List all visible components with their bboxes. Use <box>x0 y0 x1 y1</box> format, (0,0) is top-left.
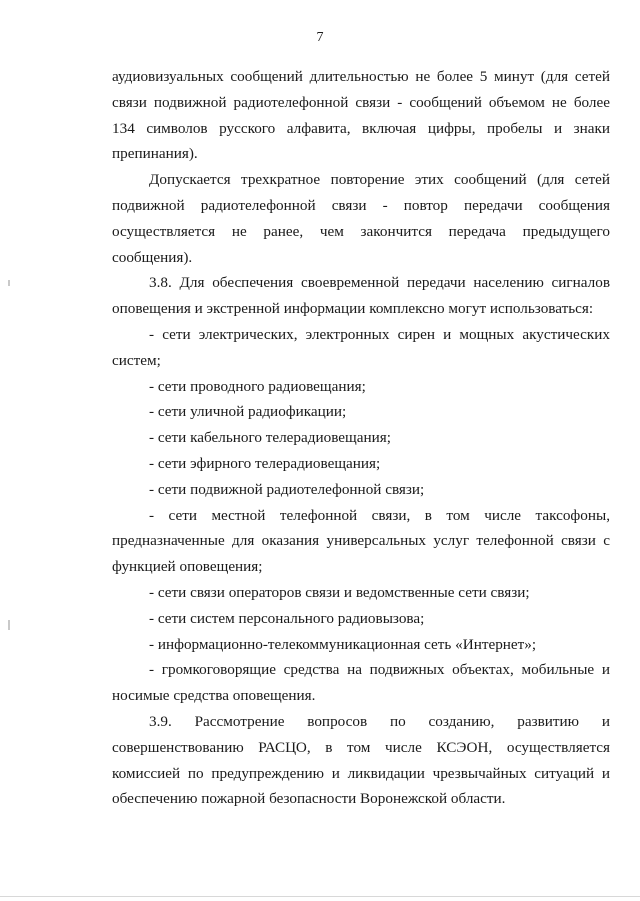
list-item-loudspeakers: - громкоговорящие средства на подвижных объектах, мобильные и носимые средства оповещения. <box>112 661 610 705</box>
list-item-paging: - сети систем персонального радиовызова; <box>149 609 425 627</box>
paragraph-message-duration: аудиовизуальных сообщений длительностью не более 5 минут (для сетей связи подвижной радиотелефонной связи - сообщений объемом не более 134 символов русского алфавита, включая цифры, пробелы и знаки препинания). <box>112 68 610 163</box>
list-item-wired-radio: - сети проводного радиовещания; <box>149 377 366 395</box>
scan-mark <box>8 620 10 630</box>
list-item-internet: - информационно-телекоммуникационная сеть «Интернет»; <box>149 635 537 653</box>
list-item-operator-networks: - сети связи операторов связи и ведомственные сети связи; <box>149 583 530 601</box>
list-item-sirens: - сети электрических, электронных сирен и мощных акустических систем; <box>112 325 610 369</box>
list-item-street-radio: - сети уличной радиофикации; <box>149 403 347 421</box>
scan-edge-line <box>0 896 640 897</box>
paragraph-section-3-9: 3.9. Рассмотрение вопросов по созданию, развитию и совершенствованию РАСЦО, в том числе КСЭОН, осуществляется комиссией по предупреждению и ликвидации чрезвычайных ситуаций и обеспечению пожарной безопасности Воронежской области. <box>112 712 610 808</box>
list-item-mobile-network: - сети подвижной радиотелефонной связи; <box>149 480 425 498</box>
paragraph-message-repeat: Допускается трехкратное повторение этих сообщений (для сетей подвижной радиотелефонной связи - повтор передачи сообщения осуществляется не ранее, чем закончится передача предыдущего сообщения). <box>112 171 610 266</box>
scan-mark <box>8 280 10 286</box>
page-number: 7 <box>316 30 324 45</box>
list-item-local-telephone: - сети местной телефонной связи, в том числе таксофоны, предназначенные для оказания универсальных услуг телефонной связи с функцией оповещения; <box>112 506 610 576</box>
document-body <box>112 64 610 812</box>
paragraph-section-3-8: 3.8. Для обеспечения своевременной передачи населению сигналов оповещения и экстренной информации комплексно могут использоваться: <box>112 274 610 318</box>
list-item-broadcast-tv: - сети эфирного телерадиовещания; <box>149 454 381 472</box>
list-item-cable-tv: - сети кабельного телерадиовещания; <box>149 429 391 447</box>
